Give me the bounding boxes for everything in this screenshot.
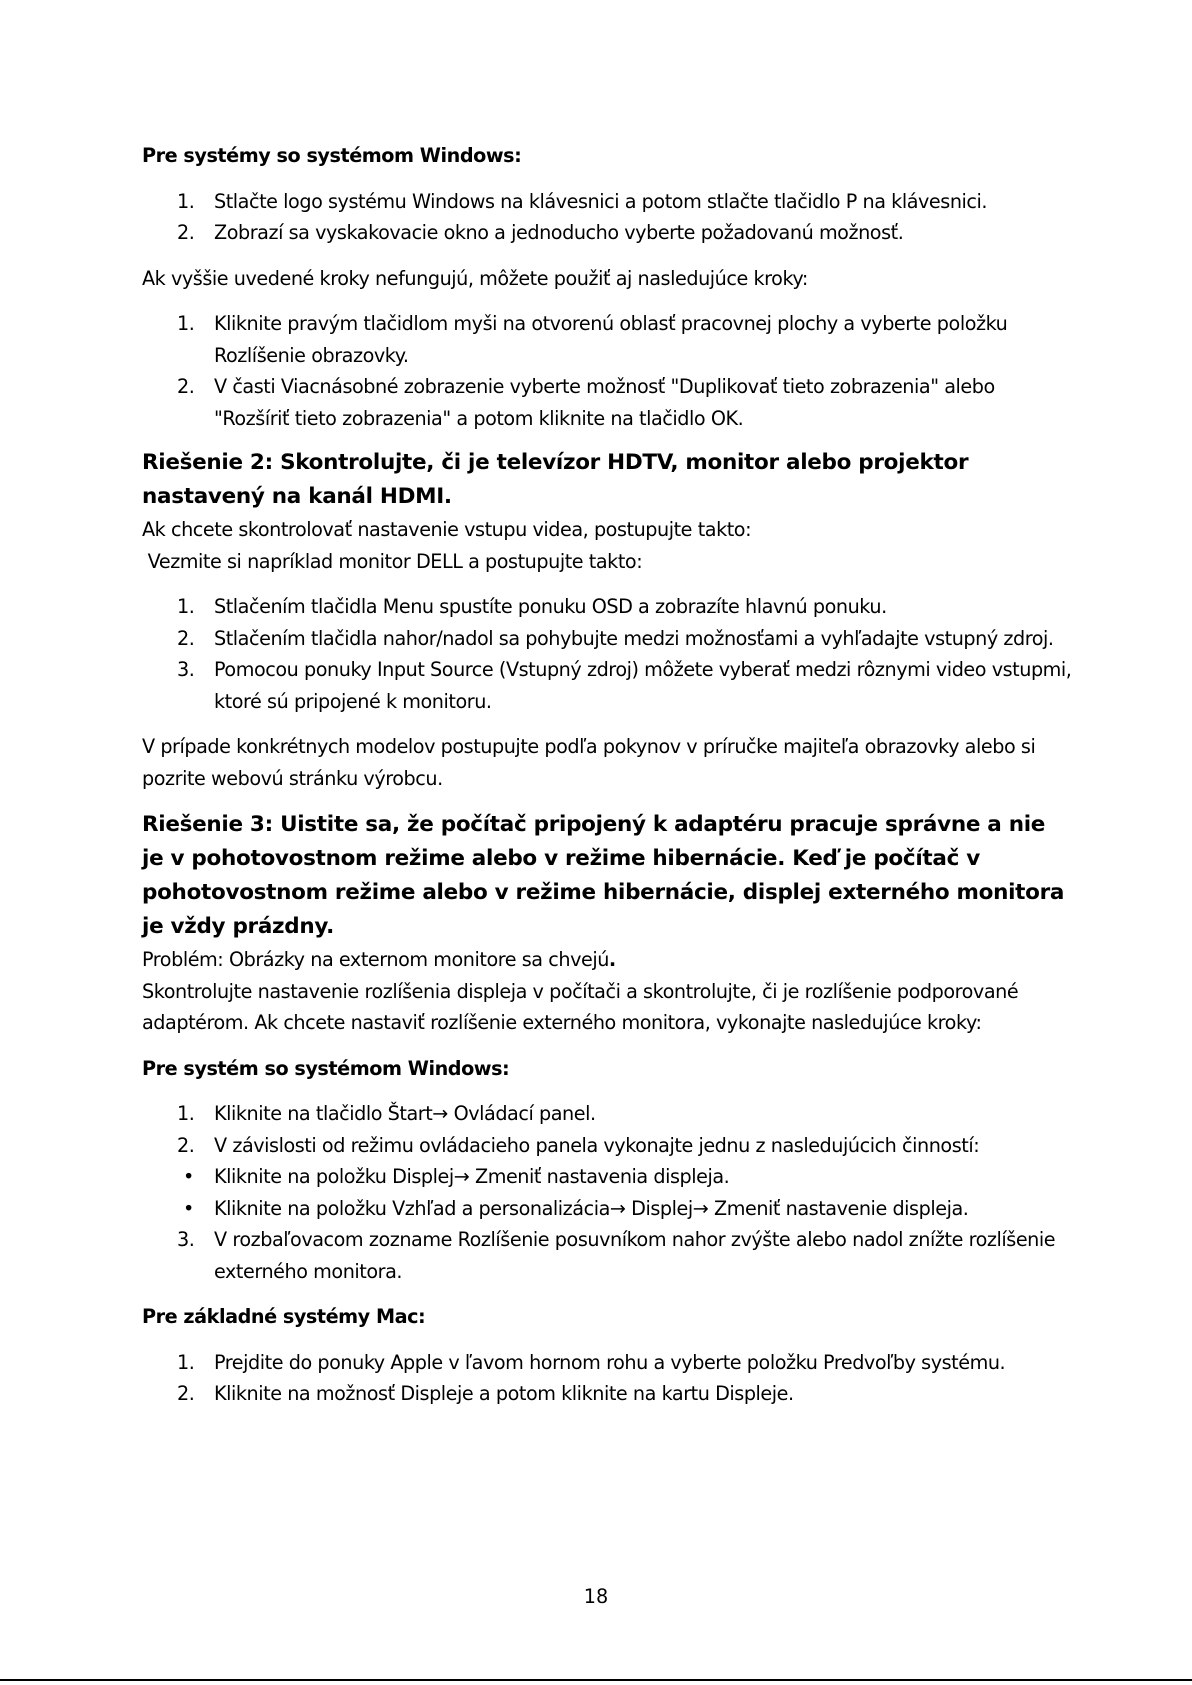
alternative-intro: Ak vyššie uvedené kroky nefungujú, môžete použiť aj nasledujúce kroky:	[142, 266, 808, 290]
problem-statement: Problém: Obrázky na externom monitore sa chvejú.	[142, 948, 616, 971]
list-item: 1. Prejdite do ponuky Apple v ľavom hornom rohu a vyberte položku Predvoľby systému.	[177, 1350, 1006, 1374]
list-item: 1. Kliknite pravým tlačidlom myši na otvorenú oblasť pracovnej plochy a vyberte položku Rozlíšenie obrazovky.	[177, 312, 1008, 367]
list-item: 2. V závislosti od režimu ovládacieho panela vykonajte jednu z nasledujúcich činností:	[177, 1133, 980, 1157]
page-content	[142, 140, 1072, 1410]
mac-heading: Pre základné systémy Mac:	[142, 1305, 426, 1328]
page-number: 18	[583, 1585, 609, 1608]
list-item: 3. V rozbaľovacom zozname Rozlíšenie posuvníkom nahor zvýšte alebo nadol znížte rozlíšenie externého monitora.	[177, 1228, 1056, 1283]
list-item: • Kliknite na položku Displej→ Zmeniť nastavenia displeja.	[183, 1165, 730, 1188]
list-item: 3. Pomocou ponuky Input Source (Vstupný zdroj) môžete vyberať medzi rôznymi video vstupmi, ktoré sú pripojené k monitoru.	[177, 658, 1072, 713]
solution-3-heading: Riešenie 3: Uistite sa, že počítač pripojený k adaptéru pracuje správne a nie je v pohotovostnom režime alebo v režime hibernácie. Keď je počítač v pohotovostnom režime alebo v režime hibernácie, displej externého monitora je vždy prázdny.	[142, 812, 1065, 939]
solution-2-heading: Riešenie 2: Skontrolujte, či je televízor HDTV, monitor alebo projektor nastavený na kanál HDMI.	[142, 450, 969, 509]
windows-heading: Pre systémy so systémom Windows:	[142, 144, 522, 167]
windows-2-heading: Pre systém so systémom Windows:	[142, 1056, 510, 1080]
solution-2-intro: Ak chcete skontrolovať nastavenie vstupu videa, postupujte takto:	[142, 518, 752, 541]
alternative-steps	[142, 308, 1072, 434]
mac-steps	[142, 1347, 1072, 1410]
list-item: • Kliknite na položku Vzhľad a personalizácia→ Displej→ Zmeniť nastavenie displeja.	[183, 1196, 969, 1220]
windows-2-steps	[142, 1098, 1072, 1287]
list-item: 1. Stlačením tlačidla Menu spustíte ponuku OSD a zobrazíte hlavnú ponuku.	[177, 595, 887, 618]
solution-2-note: V prípade konkrétnych modelov postupujte podľa pokynov v príručke majiteľa obrazovky alebo si pozrite webovú stránku výrobcu.	[142, 735, 1036, 790]
solution-2-example: Vezmite si napríklad monitor DELL a postupujte takto:	[142, 549, 643, 573]
problem-description: Skontrolujte nastavenie rozlíšenia displeja v počítači a skontrolujte, či je rozlíšenie podporované adaptérom. Ak chcete nastaviť rozlíšenie externého monitora, vykonajte nasledujúce kroky:	[142, 979, 1019, 1034]
list-item: 1. Stlačte logo systému Windows na klávesnici a potom stlačte tlačidlo P na klávesnici.	[177, 189, 988, 213]
list-item: 1. Kliknite na tlačidlo Štart→ Ovládací panel.	[177, 1102, 596, 1125]
list-item: 2. V časti Viacnásobné zobrazenie vyberte možnosť "Duplikovať tieto zobrazenia" alebo "Rozšíriť tieto zobrazenia" a potom kliknite na tlačidlo OK.	[177, 375, 995, 430]
windows-steps	[142, 186, 1072, 249]
list-item: 2. Zobrazí sa vyskakovacie okno a jednoducho vyberte požadovanú možnosť.	[177, 221, 904, 244]
list-item: 2. Kliknite na možnosť Displeje a potom kliknite na kartu Displeje.	[177, 1382, 794, 1405]
list-item: 2. Stlačením tlačidla nahor/nadol sa pohybujte medzi možnosťami a vyhľadajte vstupný zdroj.	[177, 626, 1054, 650]
solution-2-steps	[142, 591, 1072, 717]
bottom-divider	[0, 1679, 1192, 1681]
